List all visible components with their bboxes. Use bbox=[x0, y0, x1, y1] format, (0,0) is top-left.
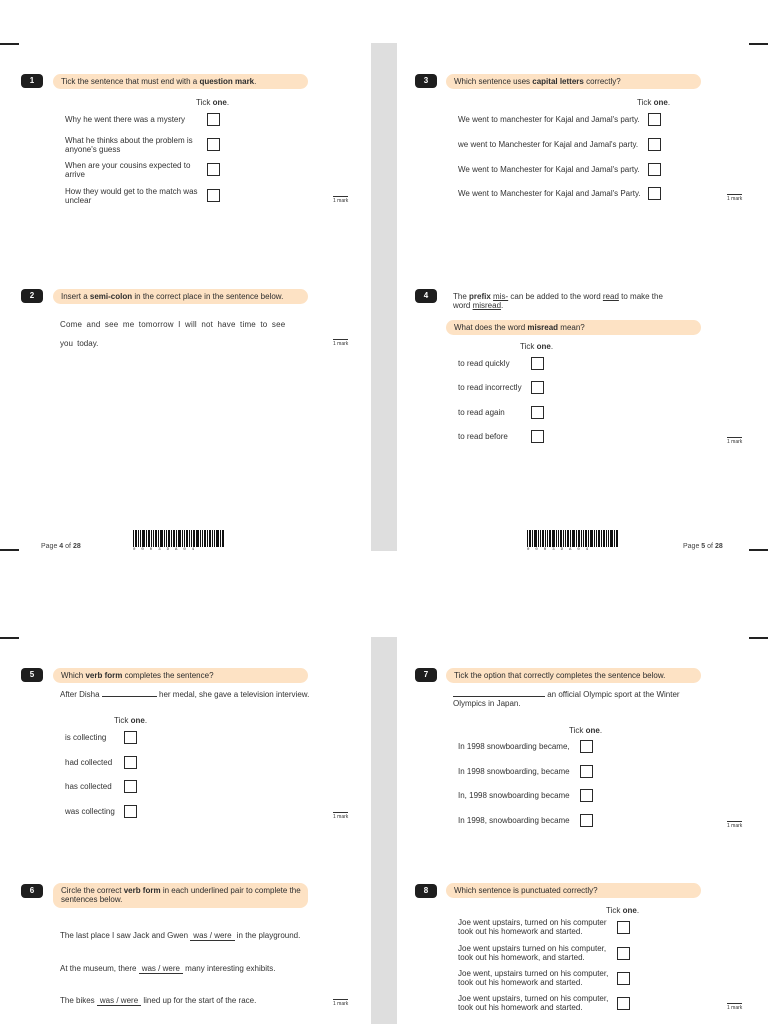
question-number-6: 6 bbox=[21, 884, 43, 898]
q4-intro: The prefix mis- can be added to the word read to make the word misread. bbox=[453, 292, 663, 310]
page-number-5: Page 5 of 28 bbox=[683, 543, 723, 550]
page-number-4: Page 4 of 28 bbox=[41, 543, 81, 550]
q5-option-3-checkbox[interactable] bbox=[124, 780, 137, 793]
mark-label: 1 mark bbox=[727, 196, 743, 202]
q1-option-1: Why he went there was a mystery bbox=[65, 115, 186, 124]
q3-option-4: We went to Manchester for Kajal and Jamal's Party. bbox=[458, 189, 641, 198]
q4-option-1-checkbox[interactable] bbox=[531, 357, 544, 370]
tick-one-instruction: Tick one. bbox=[114, 716, 148, 725]
q5-option-1-checkbox[interactable] bbox=[124, 731, 137, 744]
q8-option-4: Joe went upstairs, turned on his computer, took out his homework and started. bbox=[458, 994, 609, 1012]
spread-gutter-bottom bbox=[371, 637, 397, 1024]
q4-option-4-checkbox[interactable] bbox=[531, 430, 544, 443]
q5-option-3: has collected bbox=[65, 782, 112, 791]
q8-option-1: Joe went upstairs, turned on his computer took out his homework and started. bbox=[458, 918, 607, 936]
q8-option-3: Joe went, upstairs turned on his computer, took out his homework and started. bbox=[458, 969, 609, 987]
q7-option-2: In 1998 snowboarding, became bbox=[458, 767, 570, 776]
barcode-page-5: 0003DA04 bbox=[527, 530, 635, 552]
q5-option-1: is collecting bbox=[65, 733, 107, 742]
question-number-7: 7 bbox=[415, 668, 437, 682]
question-number-1: 1 bbox=[21, 74, 43, 88]
question-5-prompt: Which verb form completes the sentence? bbox=[53, 668, 308, 683]
q1-option-1-checkbox[interactable] bbox=[207, 113, 220, 126]
q1-option-3: When are your cousins expected to arrive bbox=[65, 161, 191, 179]
crop-mark bbox=[749, 549, 768, 551]
q5-option-2: had collected bbox=[65, 758, 113, 767]
tick-one-instruction: Tick one. bbox=[606, 906, 640, 915]
mark-label: 1 mark bbox=[333, 198, 349, 204]
question-number-3: 3 bbox=[415, 74, 437, 88]
q4-option-3: to read again bbox=[458, 408, 505, 417]
mark-label: 1 mark bbox=[727, 823, 743, 829]
mark-label: 1 mark bbox=[333, 1001, 349, 1007]
q6-sentence-3: The bikes was / were lined up for the start of the race. bbox=[60, 996, 257, 1005]
question-3-prompt: Which sentence uses capital letters correctly? bbox=[446, 74, 701, 89]
crop-mark bbox=[0, 43, 19, 45]
mark-label: 1 mark bbox=[333, 341, 349, 347]
q7-sentence: an official Olympic sport at the Winter Olympics in Japan. bbox=[453, 690, 680, 708]
q8-option-2: Joe went upstairs turned on his computer, took out his homework, and started. bbox=[458, 944, 607, 962]
tick-one-instruction: Tick one. bbox=[637, 98, 671, 107]
q8-option-2-checkbox[interactable] bbox=[617, 947, 630, 960]
crop-mark bbox=[0, 549, 19, 551]
q4-option-1: to read quickly bbox=[458, 359, 510, 368]
q5-sentence: After Disha her medal, she gave a television interview. bbox=[60, 690, 310, 699]
q8-option-1-checkbox[interactable] bbox=[617, 921, 630, 934]
q3-option-1: We went to manchester for Kajal and Jamal's party. bbox=[458, 115, 640, 124]
spread-gutter-top bbox=[371, 43, 397, 551]
q2-sentence-line-2: you today. bbox=[60, 339, 99, 348]
mark-label: 1 mark bbox=[727, 439, 743, 445]
q3-option-3: We went to Manchester for Kajal and Jamal's party. bbox=[458, 165, 640, 174]
question-2-prompt: Insert a semi-colon in the correct place in the sentence below. bbox=[53, 289, 308, 304]
q7-option-3-checkbox[interactable] bbox=[580, 789, 593, 802]
tick-one-instruction: Tick one. bbox=[196, 98, 230, 107]
q7-option-4-checkbox[interactable] bbox=[580, 814, 593, 827]
tick-one-instruction: Tick one. bbox=[520, 342, 554, 351]
q4-option-2: to read incorrectly bbox=[458, 383, 522, 392]
q6-sentence-2: At the museum, there was / were many interesting exhibits. bbox=[60, 964, 276, 973]
barcode-page-4: 0003DA04 bbox=[133, 530, 241, 552]
q5-option-4: was collecting bbox=[65, 807, 115, 816]
question-number-2: 2 bbox=[21, 289, 43, 303]
mark-label: 1 mark bbox=[333, 814, 349, 820]
q3-option-4-checkbox[interactable] bbox=[648, 187, 661, 200]
q1-option-4-checkbox[interactable] bbox=[207, 189, 220, 202]
q6-sentence-1: The last place I saw Jack and Gwen was / were in the playground. bbox=[60, 931, 301, 940]
crop-mark bbox=[749, 43, 768, 45]
q7-option-3: In, 1998 snowboarding became bbox=[458, 791, 570, 800]
q7-option-1: In 1998 snowboarding became, bbox=[458, 742, 570, 751]
q3-option-1-checkbox[interactable] bbox=[648, 113, 661, 126]
verb-choice-1[interactable]: was / were bbox=[190, 931, 234, 941]
tick-one-instruction: Tick one. bbox=[569, 726, 603, 735]
q3-option-3-checkbox[interactable] bbox=[648, 163, 661, 176]
question-number-4: 4 bbox=[415, 289, 437, 303]
q4-option-3-checkbox[interactable] bbox=[531, 406, 544, 419]
verb-choice-2[interactable]: was / were bbox=[139, 964, 183, 974]
crop-mark bbox=[749, 637, 768, 639]
question-number-8: 8 bbox=[415, 884, 437, 898]
q5-option-4-checkbox[interactable] bbox=[124, 805, 137, 818]
q3-option-2: we went to Manchester for Kajal and Jamal's party. bbox=[458, 140, 639, 149]
q2-sentence-line-1: Come and see me tomorrow I will not have time to see bbox=[60, 320, 286, 329]
question-8-prompt: Which sentence is punctuated correctly? bbox=[446, 883, 701, 898]
q7-option-1-checkbox[interactable] bbox=[580, 740, 593, 753]
question-7-prompt: Tick the option that correctly completes the sentence below. bbox=[446, 668, 701, 683]
q3-option-2-checkbox[interactable] bbox=[648, 138, 661, 151]
verb-choice-3[interactable]: was / were bbox=[97, 996, 141, 1006]
q1-option-2-checkbox[interactable] bbox=[207, 138, 220, 151]
q5-option-2-checkbox[interactable] bbox=[124, 756, 137, 769]
q4-option-2-checkbox[interactable] bbox=[531, 381, 544, 394]
question-number-5: 5 bbox=[21, 668, 43, 682]
answer-blank bbox=[102, 696, 157, 697]
q8-option-4-checkbox[interactable] bbox=[617, 997, 630, 1010]
q8-option-3-checkbox[interactable] bbox=[617, 972, 630, 985]
question-4-prompt: What does the word misread mean? bbox=[446, 320, 701, 335]
q1-option-4: How they would get to the match was unclear bbox=[65, 187, 198, 205]
crop-mark bbox=[0, 637, 19, 639]
q1-option-2: What he thinks about the problem is anyone's guess bbox=[65, 136, 193, 154]
mark-label: 1 mark bbox=[727, 1005, 743, 1011]
question-1-prompt: Tick the sentence that must end with a question mark. bbox=[53, 74, 308, 89]
q1-option-3-checkbox[interactable] bbox=[207, 163, 220, 176]
q7-option-2-checkbox[interactable] bbox=[580, 765, 593, 778]
q4-option-4: to read before bbox=[458, 432, 508, 441]
q7-option-4: In 1998, snowboarding became bbox=[458, 816, 570, 825]
answer-blank bbox=[453, 696, 545, 697]
question-6-prompt: Circle the correct verb form in each underlined pair to complete the sentences below. bbox=[53, 883, 308, 908]
